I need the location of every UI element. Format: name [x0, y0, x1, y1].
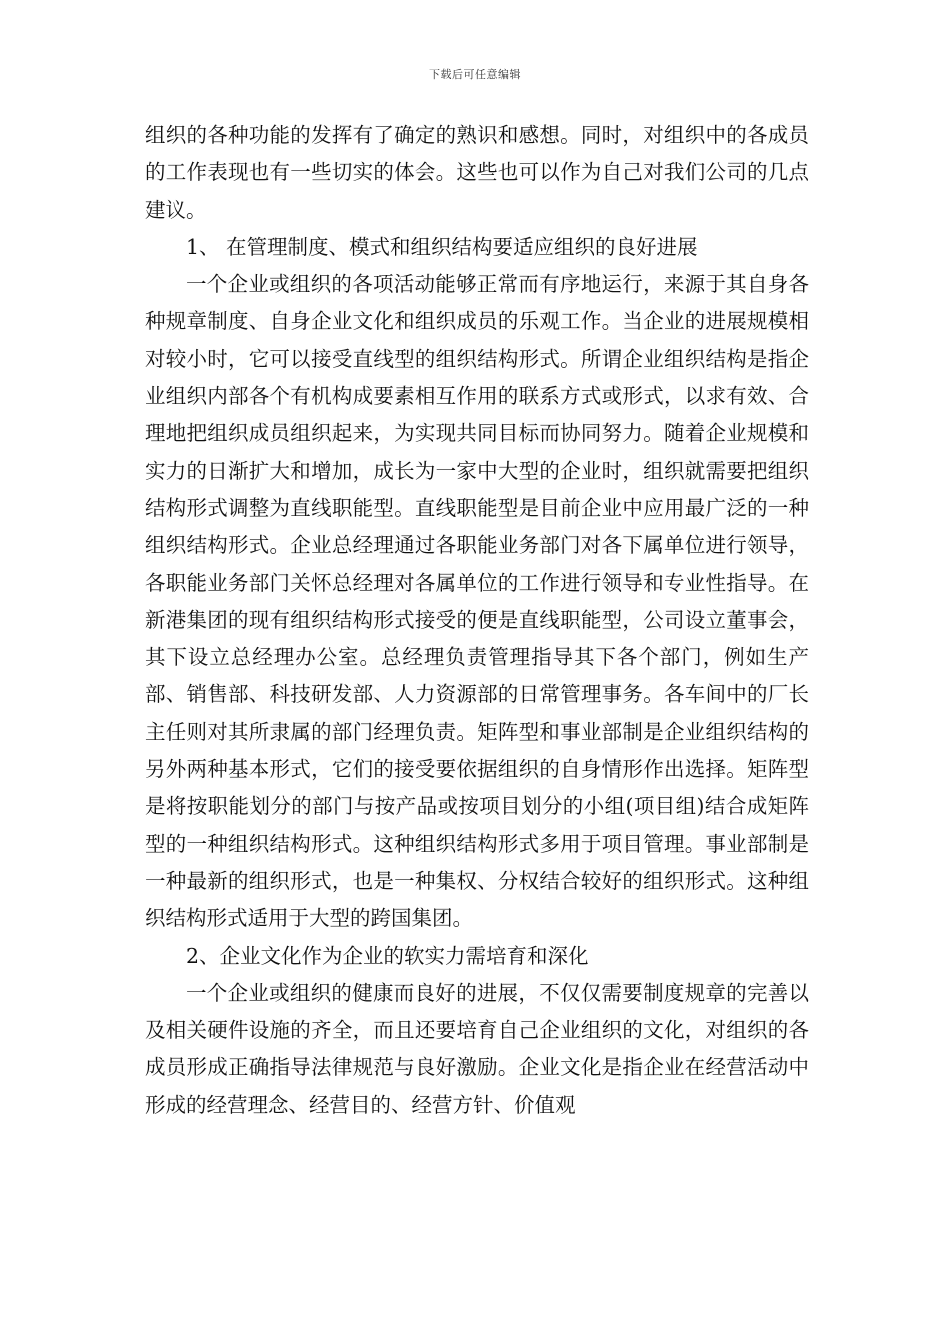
section-heading-1: 1、 在管理制度、模式和组织结构要适应组织的良好进展: [186, 234, 698, 259]
paragraph-intro: 组织的各种功能的发挥有了确定的熟识和感想。同时，对组织中的各成员的工作表现也有一些切实的体会。这些也可以作为自己对我们公司的几点建议。: [145, 123, 809, 222]
paragraph-corporate-culture: 一个企业或组织的健康而良好的进展，不仅仅需要制度规章的完善以及相关硬件设施的齐全，而且还要培育自己企业组织的文化，对组织的各成员形成正确指导法律规范与良好激励。企业文化是指企业在经营活动中形成的经营理念、经营目的、经营方针、价值观: [145, 980, 809, 1117]
paragraph-org-structure: 一个企业或组织的各项活动能够正常而有序地运行，来源于其自身各种规章制度、自身企业文化和组织成员的乐观工作。当企业的进展规模相对较小时，它可以接受直线型的组织结构形式。所谓企业组织结构是指企业组织内部各个有机构成要素相互作用的联系方式或形式，以求有效、合理地把组织成员组织起来，为实现共同目标而协同努力。随着企业规模和实力的日渐扩大和增加，成长为一家中大型的企业时，组织就需要把组织结构形式调整为直线职能型。直线职能型是目前企业中应用最广泛的一种组织结构形式。企业总经理通过各职能业务部门对各下属单位进行领导，各职能业务部门关怀总经理对各属单位的工作进行领导和专业性指导。在新港集团的现有组织结构形式接受的便是直线职能型，公司设立董事会，其下设立总经理办公室。总经理负责管理指导其下各个部门，例如生产部、销售部、科技研发部、人力资源部的日常管理事务。各车间中的厂长主任则对其所隶属的部门经理负责。矩阵型和事业部制是企业组织结构的另外两种基本形式，它们的接受要依据组织的自身情形作出选择。矩阵型是将按职能划分的部门与按产品或按项目划分的小组(项目组)结合成矩阵型的一种组织结构形式。这种组织结构形式多用于项目管理。事业部制是一种最新的组织形式，也是一种集权、分权结合较好的组织形式。这种组织结构形式适用于大型的跨国集团。: [145, 272, 809, 931]
document-body: [145, 117, 809, 1124]
page-header: 下载后可任意编辑: [429, 68, 521, 81]
section-heading-2: 2、企业文化作为企业的软实力需培育和深化: [186, 943, 589, 968]
